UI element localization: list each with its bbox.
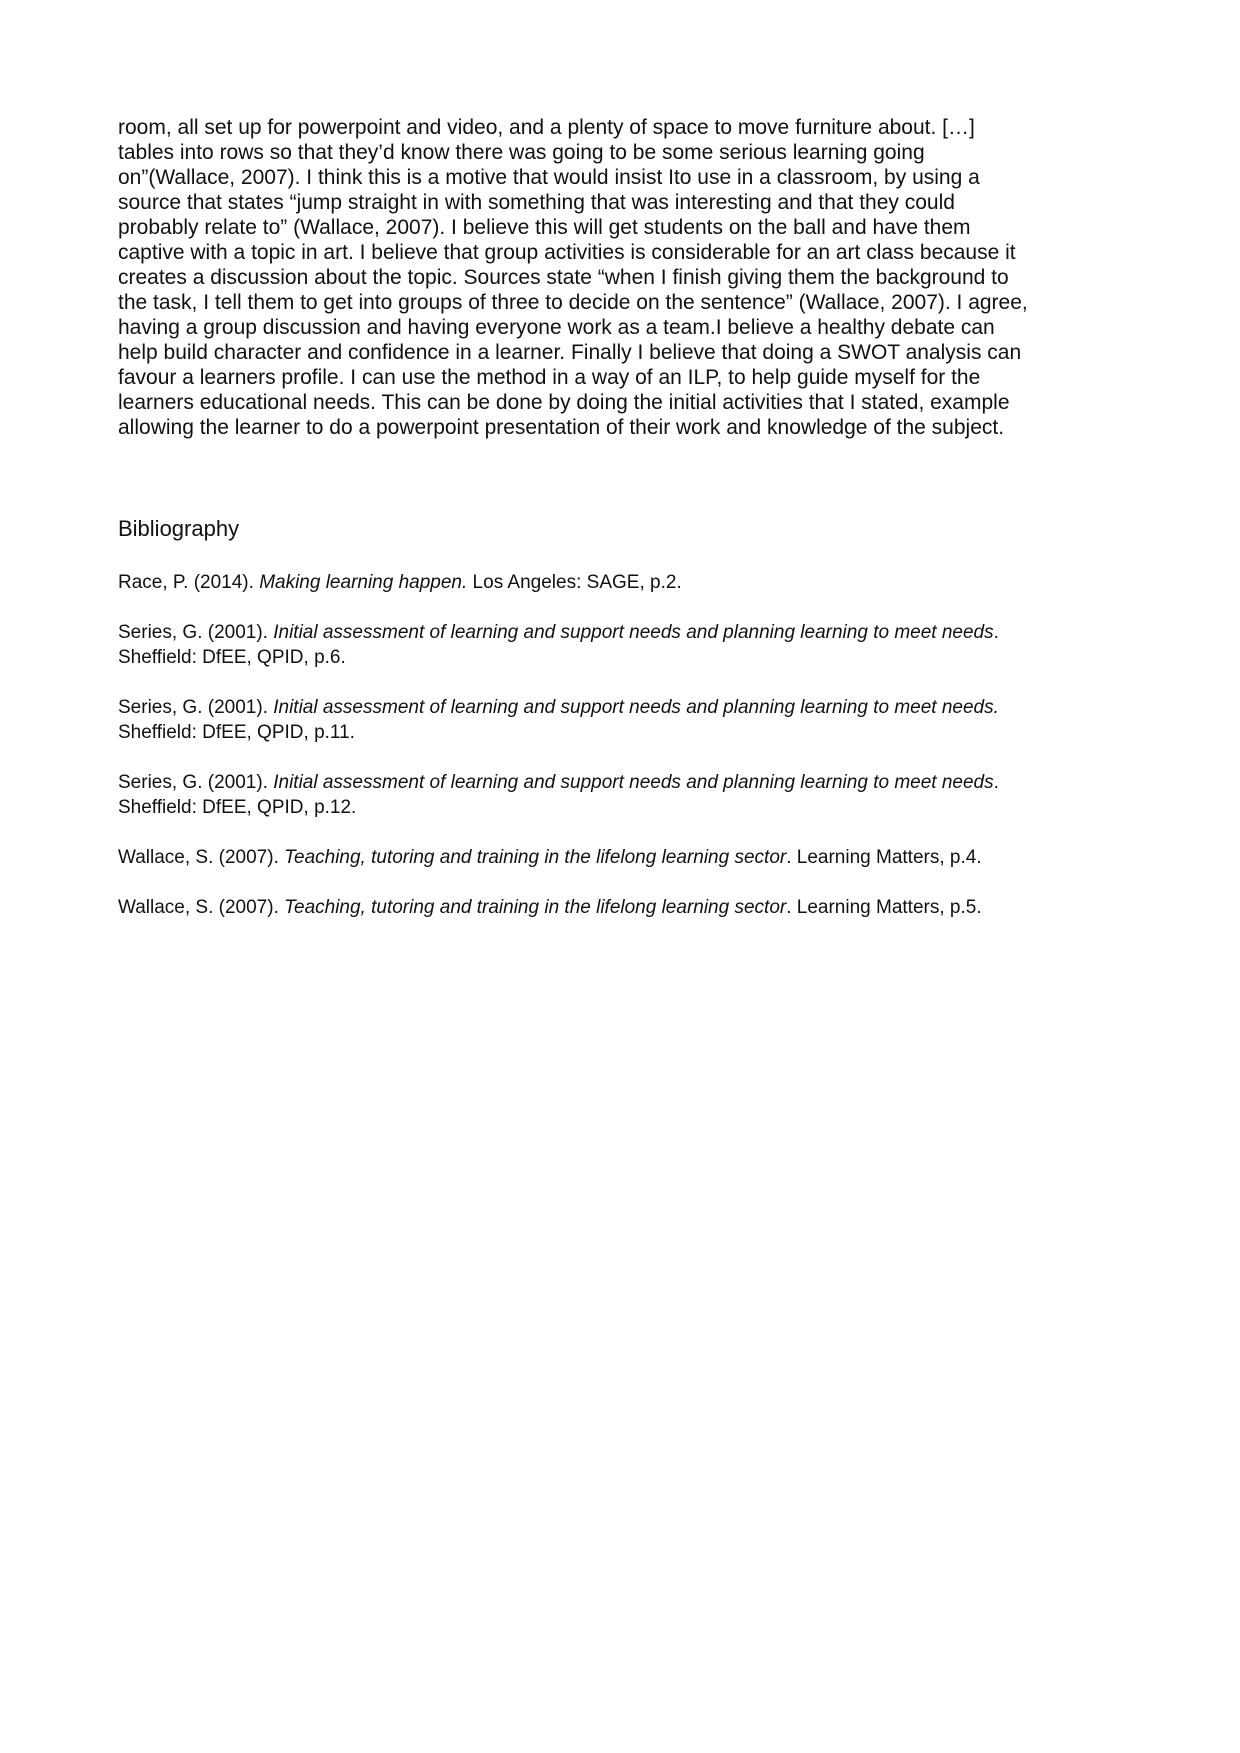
entry-publisher: Sheffield: DfEE, QPID, p.11.	[118, 722, 355, 743]
entry-title: Initial assessment of learning and support needs and planning learning to meet needs.	[273, 697, 999, 718]
bibliography-list	[118, 570, 1148, 945]
bibliography-entry	[118, 570, 1148, 595]
entry-title: Making learning happen.	[259, 572, 468, 593]
essay-line: captive with a topic in art. I believe that group activities is considerable for an art class because it	[118, 241, 1016, 264]
entry-author-year: Wallace, S. (2007).	[118, 847, 285, 868]
entry-author-year: Series, G. (2001).	[118, 622, 274, 643]
entry-publisher: Los Angeles: SAGE, p.2.	[467, 572, 682, 593]
entry-line	[118, 845, 1148, 870]
entry-line	[118, 895, 1148, 920]
entry-title: Teaching, tutoring and training in the lifelong learning sector	[284, 847, 787, 868]
entry-publisher: Sheffield: DfEE, QPID, p.12.	[118, 797, 357, 818]
essay-line: tables into rows so that they’d know there was going to be some serious learning going	[118, 141, 925, 164]
entry-title: Teaching, tutoring and training in the lifelong learning sector	[284, 897, 787, 918]
essay-line: the task, I tell them to get into groups of three to decide on the sentence” (Wallace, 2007). I agree,	[118, 291, 1028, 314]
essay-line: creates a discussion about the topic. Sources state “when I finish giving them the background to	[118, 266, 1009, 289]
entry-line	[118, 695, 1148, 720]
essay-line: room, all set up for powerpoint and video, and a plenty of space to move furniture about. […]	[118, 116, 975, 139]
bibliography-entry	[118, 895, 1148, 920]
entry-punctuation: .	[993, 622, 999, 643]
entry-publisher: . Learning Matters, p.5.	[786, 897, 982, 918]
entry-punctuation: .	[993, 772, 999, 793]
essay-line: on”(Wallace, 2007). I think this is a motive that would insist Ito use in a classroom, by using a	[118, 166, 980, 189]
essay-line: learners educational needs. This can be done by doing the initial activities that I stated, example	[118, 391, 1010, 414]
bibliography-entry	[118, 845, 1148, 870]
bibliography-entry	[118, 770, 1148, 820]
essay-line: favour a learners profile. I can use the method in a way of an ILP, to help guide myself for the	[118, 366, 981, 389]
entry-publisher: Sheffield: DfEE, QPID, p.6.	[118, 647, 346, 668]
entry-line	[118, 620, 1148, 645]
entry-author-year: Series, G. (2001).	[118, 772, 274, 793]
entry-title: Initial assessment of learning and support needs and planning learning to meet needs	[273, 622, 994, 643]
essay-line: allowing the learner to do a powerpoint presentation of their work and knowledge of the subject.	[118, 416, 1005, 439]
essay-line: probably relate to” (Wallace, 2007). I believe this will get students on the ball and have them	[118, 216, 971, 239]
entry-author-year: Race, P. (2014).	[118, 572, 260, 593]
entry-title: Initial assessment of learning and support needs and planning learning to meet needs	[273, 772, 994, 793]
entry-author-year: Series, G. (2001).	[118, 697, 274, 718]
bibliography-entry	[118, 620, 1148, 670]
essay-line: help build character and confidence in a learner. Finally I believe that doing a SWOT analysis can	[118, 341, 1022, 364]
entry-line	[118, 570, 1148, 595]
entry-publisher: . Learning Matters, p.4.	[786, 847, 982, 868]
bibliography-heading: Bibliography	[118, 516, 240, 541]
entry-author-year: Wallace, S. (2007).	[118, 897, 285, 918]
essay-line: having a group discussion and having everyone work as a team.I believe a healthy debate can	[118, 316, 995, 339]
bibliography-entry	[118, 695, 1148, 745]
essay-line: source that states “jump straight in with something that was interesting and that they could	[118, 191, 955, 214]
entry-line	[118, 770, 1148, 795]
essay-paragraph	[118, 115, 1138, 440]
